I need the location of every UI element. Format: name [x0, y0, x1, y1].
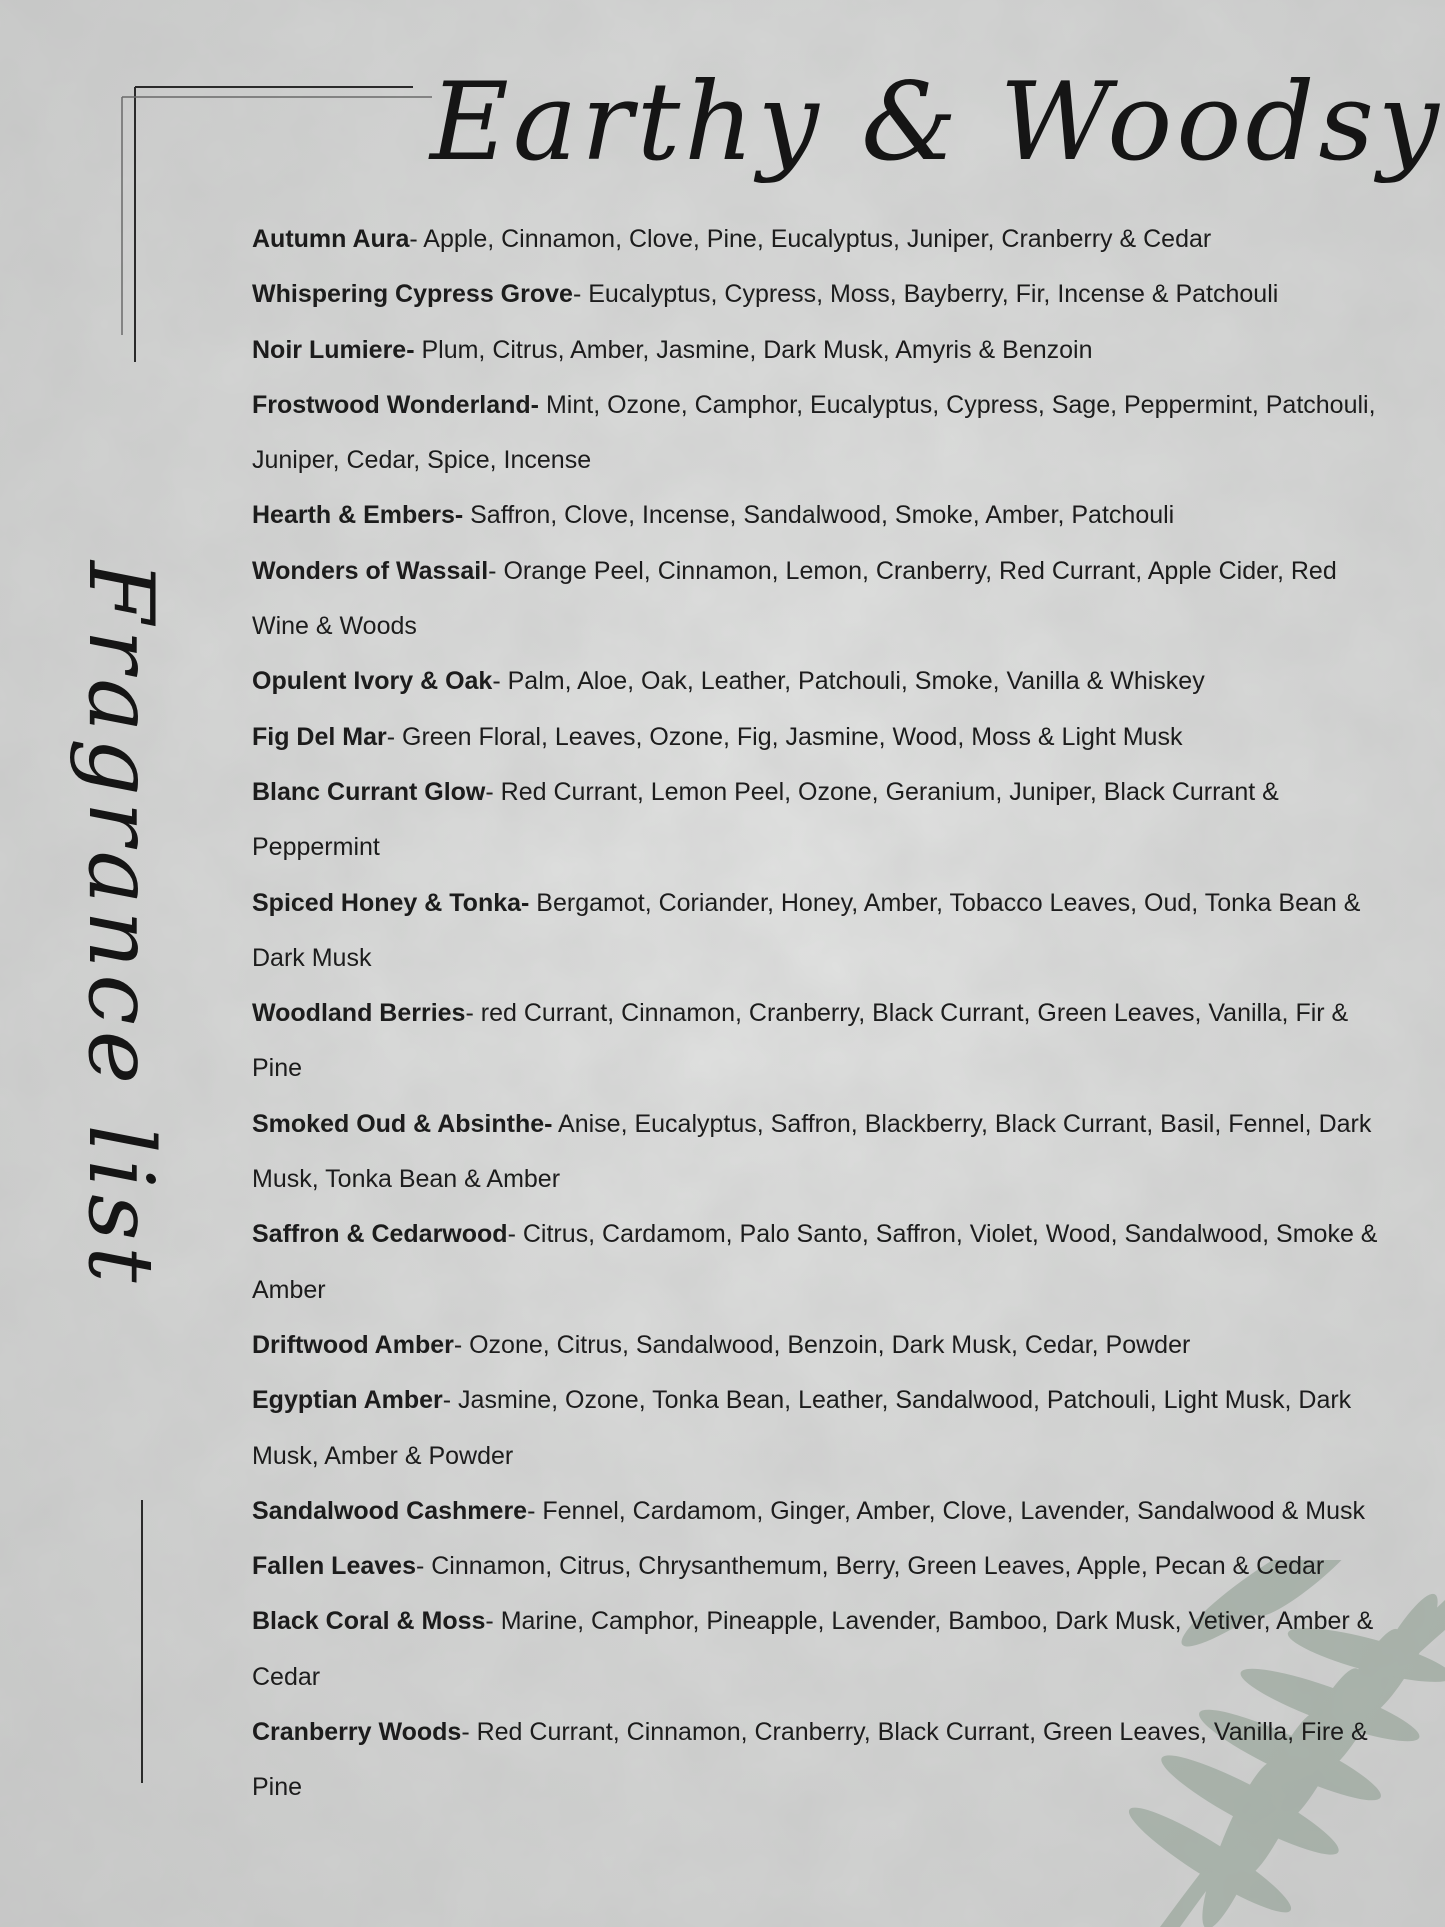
vertical-side-title: Fragrance list	[68, 561, 173, 1289]
fragrance-list	[252, 212, 1392, 1816]
fragrance-entry	[252, 488, 1392, 543]
fragrance-entry	[252, 765, 1392, 876]
fragrance-notes: - red Currant, Cinnamon, Cranberry, Black Currant, Green Leaves, Vanilla, Fir & Pine	[252, 999, 1349, 1083]
fragrance-notes: - Cinnamon, Citrus, Chrysanthemum, Berry, Green Leaves, Apple, Pecan & Cedar	[415, 1552, 1325, 1581]
fragrance-entry	[252, 323, 1392, 378]
fragrance-entry	[252, 267, 1392, 322]
fragrance-notes: Plum, Citrus, Amber, Jasmine, Dark Musk, Amyris & Benzoin	[414, 335, 1093, 364]
fragrance-entry	[252, 876, 1392, 987]
fragrance-notes: - Jasmine, Ozone, Tonka Bean, Leather, Sandalwood, Patchouli, Light Musk, Dark Musk, Amber & Powder	[252, 1386, 1352, 1470]
fragrance-notes: - Eucalyptus, Cypress, Moss, Bayberry, Fir, Incense & Patchouli	[572, 280, 1279, 309]
fragrance-name: Smoked Oud & Absinthe-	[252, 1109, 553, 1138]
fragrance-entry	[252, 1539, 1392, 1594]
fragrance-entry	[252, 654, 1392, 709]
fragrance-notes: - Fennel, Cardamom, Ginger, Amber, Clove, Lavender, Sandalwood & Musk	[527, 1496, 1366, 1525]
fragrance-name: Sandalwood Cashmere	[252, 1496, 528, 1525]
fragrance-entry	[252, 378, 1392, 489]
fragrance-name: Frostwood Wonderland-	[252, 390, 540, 419]
fragrance-name: Egyptian Amber	[252, 1386, 443, 1415]
fragrance-entry	[252, 212, 1392, 267]
fragrance-name: Driftwood Amber	[252, 1330, 454, 1359]
fragrance-notes: Anise, Eucalyptus, Saffron, Blackberry, Black Currant, Basil, Fennel, Dark Musk, Tonka Bean & Amber	[252, 1109, 1372, 1194]
fragrance-name: Hearth & Embers-	[252, 501, 464, 530]
fragrance-name: Wonders of Wassail	[252, 556, 489, 585]
fragrance-notes: - Green Floral, Leaves, Ozone, Fig, Jasmine, Wood, Moss & Light Musk	[386, 722, 1183, 751]
fragrance-notes: Saffron, Clove, Incense, Sandalwood, Smoke, Amber, Patchouli	[463, 501, 1175, 530]
fragrance-notes: Mint, Ozone, Camphor, Eucalyptus, Cypress, Sage, Peppermint, Patchouli, Juniper, Cedar, Spice, Incense	[252, 390, 1376, 475]
fragrance-notes: - Palm, Aloe, Oak, Leather, Patchouli, Smoke, Vanilla & Whiskey	[492, 667, 1205, 696]
fragrance-name: Fig Del Mar	[252, 722, 387, 751]
fragrance-name: Noir Lumiere-	[252, 335, 415, 364]
fragrance-notes: Bergamot, Coriander, Honey, Amber, Tobacco Leaves, Oud, Tonka Bean & Dark Musk	[252, 888, 1361, 972]
fragrance-entry	[252, 1705, 1392, 1816]
fragrance-name: Opulent Ivory & Oak	[252, 667, 493, 696]
fragrance-entry	[252, 986, 1392, 1097]
fragrance-notes: - Marine, Camphor, Pineapple, Lavender, Bamboo, Dark Musk, Vetiver, Amber & Cedar	[252, 1607, 1374, 1691]
fragrance-notes: - Citrus, Cardamom, Palo Santo, Saffron, Violet, Wood, Sandalwood, Smoke & Amber	[252, 1220, 1378, 1304]
fragrance-name: Whispering Cypress Grove	[252, 280, 573, 309]
fragrance-entry	[252, 1373, 1392, 1484]
fragrance-name: Blanc Currant Glow	[252, 777, 486, 806]
fragrance-notes: - Red Currant, Lemon Peel, Ozone, Geranium, Juniper, Black Currant & Peppermint	[252, 777, 1279, 862]
fragrance-notes: - Red Currant, Cinnamon, Cranberry, Black Currant, Green Leaves, Vanilla, Fire & Pine	[252, 1718, 1368, 1802]
fragrance-entry	[252, 1594, 1392, 1705]
fragrance-notes: - Apple, Cinnamon, Clove, Pine, Eucalyptus, Juniper, Cranberry & Cedar	[409, 225, 1212, 253]
fragrance-entry	[252, 1318, 1392, 1373]
fragrance-name: Spiced Honey & Tonka-	[252, 888, 530, 917]
fragrance-entry	[252, 1207, 1392, 1318]
fragrance-name: Autumn Aura	[252, 225, 410, 253]
fragrance-entry	[252, 1097, 1392, 1208]
fragrance-entry	[252, 1484, 1392, 1539]
fragrance-name: Woodland Berries	[252, 999, 466, 1028]
fragrance-notes: - Orange Peel, Cinnamon, Lemon, Cranberry, Red Currant, Apple Cider, Red Wine & Woods	[252, 556, 1337, 641]
fragrance-name: Cranberry Woods	[252, 1718, 462, 1747]
fragrance-notes: - Ozone, Citrus, Sandalwood, Benzoin, Dark Musk, Cedar, Powder	[453, 1330, 1191, 1359]
fragrance-name: Saffron & Cedarwood	[252, 1220, 508, 1249]
fragrance-entry	[252, 544, 1392, 655]
fragrance-entry	[252, 710, 1392, 765]
fragrance-name: Black Coral & Moss	[252, 1607, 486, 1636]
fragrance-name: Fallen Leaves	[252, 1552, 416, 1581]
page-title: Earthy & Woodsy	[430, 60, 1443, 185]
